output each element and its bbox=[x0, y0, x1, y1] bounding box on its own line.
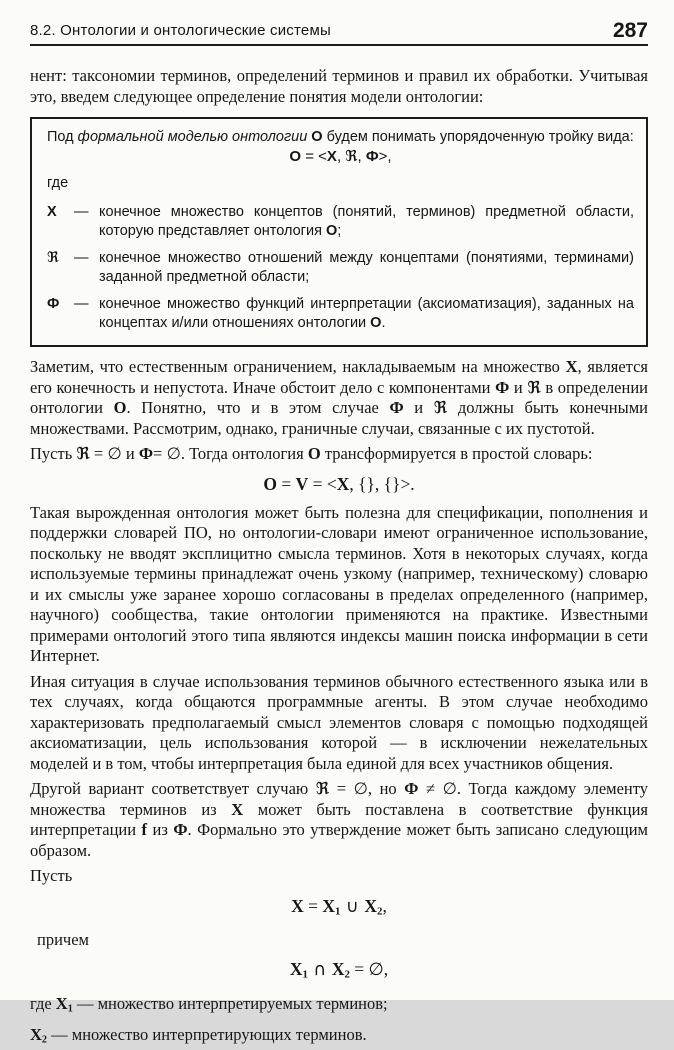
paragraph-intro: нент: таксономии терминов, определений терминов и правил их обработки. Учитывая это, введем следующее определение понятия модели онтологии: bbox=[30, 66, 648, 107]
definition-term: ℜ bbox=[47, 249, 74, 287]
definition-term: Ф bbox=[47, 295, 74, 333]
definition-text: конечное множество концептов (понятий, терминов) предметной области, которую представляет онтология O; bbox=[99, 203, 634, 241]
paragraph-natural-language: Иная ситуация в случае использования терминов обычного естественного языка или в тех случаях, когда общаются программные агенты. В этом случае необходимо характеризовать предполагаемый смысл элементов словаря с помощью подходящей аксиоматизации, цель использования которой — в исключении нежелательных моделей и в том, чтобы интерпретация была единой для всех участников общения. bbox=[30, 672, 648, 775]
definition-intro: Под формальной моделью онтологии O будем понимать упорядоченную тройку вида: bbox=[47, 128, 634, 147]
dash-separator: — bbox=[74, 295, 99, 333]
section-title: 8.2. Онтологии и онтологические системы bbox=[30, 22, 331, 41]
formula-intersection: $X_1$ ∩ $X_2$ = ∅, bbox=[30, 958, 648, 985]
definition-item-r bbox=[47, 249, 634, 287]
definition-item-x bbox=[47, 203, 634, 241]
paragraph-other-variant: Другой вариант соответствует случаю ℜ = ∅, но Ф ≠ ∅. Тогда каждому элементу множества терминов из X может быть поставлена в соответствие функция интерпретации f из Ф. Формально это утверждение может быть записано следующим образом. bbox=[30, 779, 648, 861]
formula-ontology-triple: O = <X, ℜ, Ф>, bbox=[47, 147, 634, 166]
formula-dictionary: O = V = <X, {}, {}>. bbox=[30, 473, 648, 495]
dash-separator: — bbox=[74, 203, 99, 241]
formula-union: $X = X_1$ ∪ $X_2$, bbox=[30, 895, 648, 922]
definition-term: X bbox=[47, 203, 74, 241]
page-number: 287 bbox=[613, 20, 648, 41]
let-label: Пусть bbox=[30, 866, 648, 887]
definition-text: конечное множество функций интерпретации (аксиоматизация), заданных на концептах и/или отношениях онтологии O. bbox=[99, 295, 634, 333]
dash-separator: — bbox=[74, 249, 99, 287]
definition-box bbox=[30, 117, 648, 347]
moreover-label: причем bbox=[30, 930, 648, 951]
page-header bbox=[30, 20, 648, 46]
paragraph-empty-sets: Пусть ℜ = ∅ и Ф= ∅. Тогда онтология O трансформируется в простой словарь: bbox=[30, 444, 648, 465]
paragraph-x2-definition: $X_2$ — множество интерпретирующих терминов. bbox=[30, 1025, 648, 1050]
where-label: где bbox=[47, 174, 634, 193]
paragraph-x1-definition: где $X_1$ — множество интерпретируемых терминов; bbox=[30, 994, 648, 1020]
paragraph-note: Заметим, что естественным ограничением, накладываемым на множество X, является его конечность и непустота. Иначе обстоит дело с компонентами Ф и ℜ в определении онтологии O. Понятно, что и в этом случае Ф и ℜ должны быть конечными множествами. Рассмотрим, однако, граничные случаи, связанные с их пустотой. bbox=[30, 357, 648, 439]
definition-item-f bbox=[47, 295, 634, 333]
paragraph-degenerate-ontology: Такая вырожденная онтология может быть полезна для спецификации, пополнения и поддержки словарей ПО, но онтологии-словари имеют ограниченное использование, поскольку не вводят эксплицитно смысла терминов. Хотя в некоторых случаях, когда используемые термины принадлежат очень узкому (например, техническому) словарю и их смыслы уже заранее хорошо согласованы в пределах определенного (например, научного) сообщества, такие онтологии применяются на практике. Известными примерами онтологий этого типа являются индексы машин поиска информации в сети Интернет. bbox=[30, 503, 648, 667]
definition-text: конечное множество отношений между концептами (понятиями, терминами) заданной предметной области; bbox=[99, 249, 634, 287]
